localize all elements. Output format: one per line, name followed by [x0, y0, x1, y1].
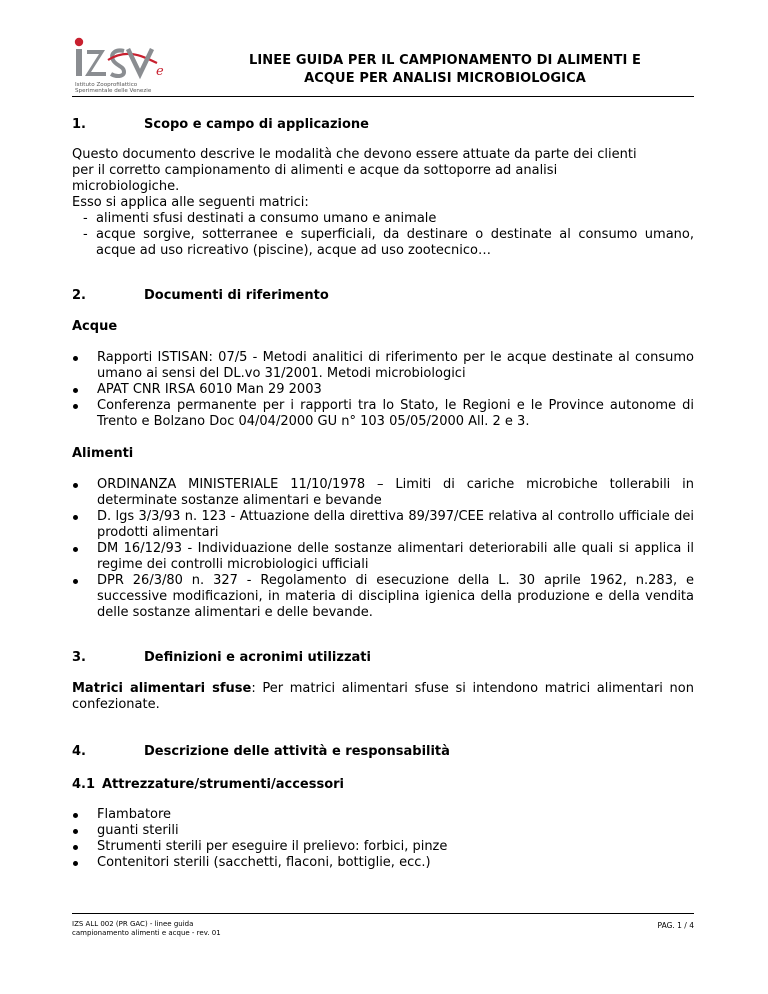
section1-line: microbiologiche. — [72, 179, 180, 194]
section1-number: 1. — [72, 117, 86, 132]
alimenti-reference-list — [72, 477, 694, 621]
list-item — [72, 541, 694, 573]
list-item — [72, 573, 694, 621]
term-definition: : Per matrici alimentari sfuse si intendono matrici alimentari non confezionate. — [72, 681, 694, 712]
section2-title: Documenti di riferimento — [144, 288, 329, 303]
section3-heading — [72, 650, 371, 665]
list-item — [72, 855, 694, 871]
section2-number: 2. — [72, 288, 86, 303]
section2-heading — [72, 288, 329, 303]
list-item-text: APAT CNR IRSA 6010 Man 29 2003 — [97, 382, 322, 397]
section1-paragraph — [72, 147, 694, 211]
footer-document-code — [72, 920, 221, 938]
logo-text-line2: Sperimentale delle Venezie — [75, 88, 152, 94]
bullet-icon — [73, 579, 78, 584]
bullet-icon — [73, 483, 78, 488]
subsection41-heading — [72, 777, 344, 792]
bullet-icon — [73, 813, 78, 818]
list-item-text: acque sorgive, sotterranee e superficiali, da destinare o destinate al consumo umano, acque ad uso ricreativo (piscine), acque ad uso zootecnico… — [96, 227, 694, 258]
page-footer — [72, 913, 694, 937]
list-item-text: Contenitori sterili (sacchetti, flaconi, bottiglie, ecc.) — [97, 855, 431, 870]
section1-line: Questo documento descrive le modalità che devono essere attuate da parte dei clienti — [72, 147, 637, 162]
section3-number: 3. — [72, 650, 86, 665]
list-item — [72, 509, 694, 541]
list-item-text: DPR 26/3/80 n. 327 - Regolamento di esecuzione della L. 30 aprile 1962, n.283, e successive modificazioni, in materia di disciplina igienica della produzione e della vendita delle sostanze alimentari e delle bevande. — [97, 573, 694, 620]
list-item — [72, 839, 694, 855]
list-item-text: DM 16/12/93 - Individuazione delle sostanze alimentari deteriorabili alle quali si applica il regime dei controlli microbiologici ufficiali — [97, 541, 694, 572]
section1-line: per il corretto campionamento di alimenti e acque da sottoporre ad analisi — [72, 163, 558, 178]
bullet-icon — [73, 845, 78, 850]
page-header — [72, 36, 694, 97]
bullet-icon — [73, 356, 78, 361]
list-item-text: ORDINANZA MINISTERIALE 11/10/1978 – Limiti di cariche microbiche tollerabili in determinate sostanze alimentari e bevande — [97, 477, 694, 508]
list-item-text: Rapporti ISTISAN: 07/5 - Metodi analitici di riferimento per le acque destinate al consumo umano ai sensi del DL.vo 31/2001. Metodi microbiologici — [97, 350, 694, 381]
equipment-list — [72, 807, 694, 871]
list-item — [72, 398, 694, 430]
list-item: - alimenti sfusi destinati a consumo umano e animale — [83, 211, 437, 226]
section3-title: Definizioni e acronimi utilizzati — [144, 650, 371, 665]
logo-text-line1: Istituto Zooprofilattico — [75, 82, 138, 88]
list-item — [72, 350, 694, 382]
alimenti-heading: Alimenti — [72, 446, 134, 461]
bullet-icon — [73, 861, 78, 866]
footer-line1: IZS ALL 002 (PR GAC) - linee guida — [72, 920, 194, 928]
page-number: PAG. 1 / 4 — [657, 921, 694, 930]
list-item — [72, 807, 694, 823]
title-line1: LINEE GUIDA PER IL CAMPIONAMENTO DI ALIMENTI E — [248, 53, 642, 68]
section4-title: Descrizione delle attività e responsabilità — [144, 744, 450, 759]
list-item-text: Flambatore — [97, 807, 172, 822]
list-item — [72, 823, 694, 839]
subsection41-title: Attrezzature/strumenti/accessori — [102, 777, 344, 792]
section4-number: 4. — [72, 744, 86, 759]
title-line2: ACQUE PER ANALISI MICROBIOLOGICA — [304, 71, 586, 86]
defined-term: Matrici alimentari sfuse — [72, 681, 252, 696]
section4-heading — [72, 744, 450, 759]
list-item-text: D. lgs 3/3/93 n. 123 - Attuazione della direttiva 89/397/CEE relativa al controllo ufficiale dei prodotti alimentari — [97, 509, 694, 540]
section3-paragraph — [72, 681, 694, 713]
list-item-text: guanti sterili — [97, 823, 179, 838]
subsection41-number: 4.1 — [72, 777, 96, 792]
section1-intro: Esso si applica alle seguenti matrici: — [72, 195, 309, 210]
list-item-text: Strumenti sterili per eseguire il prelievo: forbici, pinze — [97, 839, 448, 854]
bullet-icon — [73, 388, 78, 393]
section1-title: Scopo e campo di applicazione — [144, 117, 369, 132]
bullet-icon — [73, 404, 78, 409]
izsve-logo — [72, 36, 190, 94]
list-item-text: Conferenza permanente per i rapporti tra lo Stato, le Regioni e le Province autonome di Trento e Bolzano Doc 04/04/2000 GU n° 103 05/05/2000 All. 2 e 3. — [97, 398, 694, 429]
bullet-icon — [73, 829, 78, 834]
acque-reference-list — [72, 350, 694, 430]
list-item — [72, 382, 694, 398]
list-item — [72, 477, 694, 509]
list-item: - acque sorgive, sotterranee e superficiali, da destinare o destinate al consumo umano, acque ad uso ricreativo (piscine), acque ad uso zootecnico… — [83, 227, 694, 258]
list-item-text: alimenti sfusi destinati a consumo umano e animale — [96, 211, 437, 226]
bullet-icon — [73, 547, 78, 552]
footer-line2: campionamento alimenti e acque - rev. 01 — [72, 929, 221, 937]
document-title — [196, 52, 694, 88]
acque-heading: Acque — [72, 319, 118, 334]
bullet-icon — [73, 515, 78, 520]
svg-text:e: e — [156, 64, 164, 79]
section1-matrix-list — [72, 211, 694, 259]
section1-heading — [72, 117, 369, 132]
